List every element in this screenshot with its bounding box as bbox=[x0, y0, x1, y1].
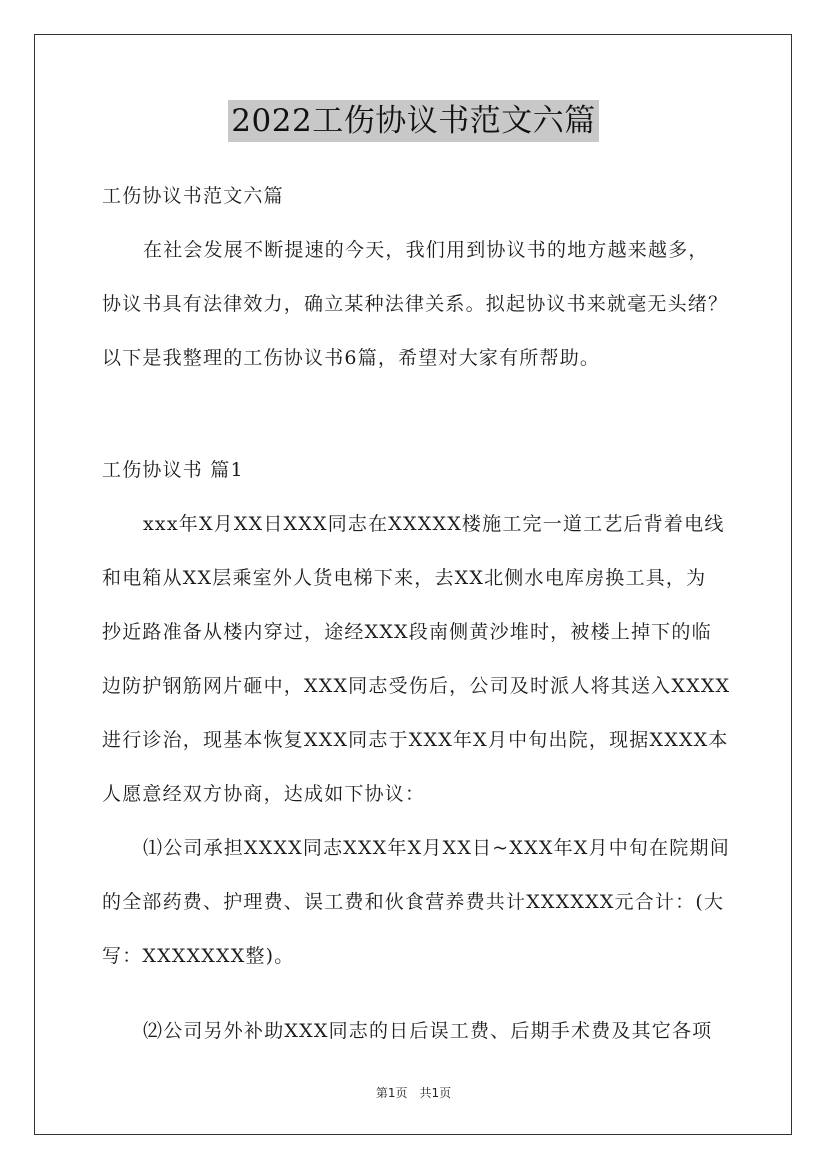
section-line: 人愿意经双方协商，达成如下协议： bbox=[102, 783, 426, 805]
intro-line: 在社会发展不断提速的今天，我们用到协议书的地方越来越多， bbox=[143, 239, 709, 261]
document-title: 2022工伤协议书范文六篇 bbox=[228, 100, 598, 142]
section-line: 进行诊治，现基本恢复XXX同志于XXX年X月中旬出院，现据XXXX本 bbox=[102, 729, 729, 751]
section-line: 的全部药费、护理费、误工费和伙食营养费共计XXXXXX元合计：(大 bbox=[102, 891, 725, 913]
section-line: 写：XXXXXXX整)。 bbox=[102, 945, 295, 967]
section-line: ⑴公司承担XXXX同志XXX年X月XX日~XXX年X月中旬在院期间 bbox=[143, 837, 730, 859]
section-heading: 工伤协议书 篇1 bbox=[102, 459, 244, 481]
title-container bbox=[0, 100, 827, 142]
section-line: xxx年X月XX日XXX同志在XXXXX楼施工完一道工艺后背着电线 bbox=[143, 513, 725, 535]
intro-line: 协议书具有法律效力，确立某种法律关系。拟起协议书来就毫无头绪？ bbox=[102, 293, 729, 315]
section-line: ⑵公司另外补助XXX同志的日后误工费、后期手术费及其它各项 bbox=[143, 1020, 713, 1042]
page-footer: 第1页 共1页 bbox=[375, 1086, 452, 1100]
section-line: 抄近路准备从楼内穿过，途经XXX段南侧黄沙堆时，被楼上掉下的临 bbox=[102, 621, 712, 643]
intro-line: 以下是我整理的工伤协议书6篇，希望对大家有所帮助。 bbox=[102, 347, 601, 369]
subtitle: 工伤协议书范文六篇 bbox=[102, 185, 284, 207]
section-line: 和电箱从XX层乘室外人货电梯下来，去XX北侧水电库房换工具，为 bbox=[102, 567, 707, 589]
section-line: 边防护钢筋网片砸中，XXX同志受伤后，公司及时派人将其送入XXXX bbox=[102, 675, 731, 697]
